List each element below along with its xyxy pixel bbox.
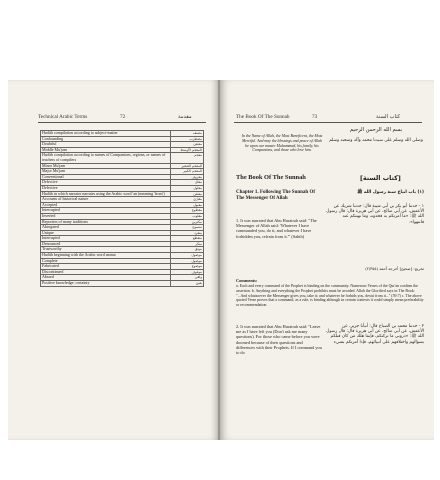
term-english: Positive knowledge; certainty — [41, 281, 171, 287]
term-english: Unique — [41, 230, 171, 236]
term-arabic: معنعن — [171, 142, 204, 148]
hadith-1-arabic: ١ - حدثنا أبو بكر بن أبي شيبة قال: حدثنا شريك عن الأعمش، عن أبي صالح، عن أبي هريرة قال: قال رسول الله ﷺ: «ما أمرتكم به فخذوه، وما نهيتكم عنه فانتهوا». — [326, 204, 424, 225]
term-arabic: معلل — [171, 180, 204, 186]
basmala-arabic: بسم الله الرحمن الرحيم — [349, 127, 403, 133]
term-english: Hadith in which narrator narrates using the Arabic word 'an (meaning 'from') — [41, 191, 171, 197]
term-english: Interrupted — [41, 208, 171, 214]
comments-text: a. Each and every command of the Prophet is binding on the community. Numerous Verses of the Qur'an confirm the assertion. b. Anything and everything the Prophet prohibits must be avoided. Allah the Glorified says in The Book: "...And whatsoever the Messenger gives you, take it; and whatever he forbids you, desist from it..." (59:7) c. The above quoted Verse proves that a command, as a rule, is binding although in certain contexts it could simply mean preferability or recommendation. — [236, 284, 424, 308]
term-arabic: موقوف — [171, 269, 204, 275]
term-arabic: مغازي — [171, 197, 204, 203]
term-english: Absurd — [41, 275, 171, 281]
term-arabic: منكر — [171, 241, 204, 247]
right-header-rule — [234, 122, 422, 123]
term-english: Defective — [41, 185, 171, 191]
term-english: Accepted — [41, 202, 171, 208]
right-page-number: 73 — [312, 114, 318, 120]
term-english: Discontinued — [41, 269, 171, 275]
term-arabic: مقبول — [171, 202, 204, 208]
term-row — [41, 153, 204, 163]
term-arabic: منقطع — [171, 236, 204, 242]
term-arabic: موضوع — [171, 264, 204, 270]
term-english: Denounced — [41, 241, 171, 247]
term-arabic: موصول — [171, 258, 204, 264]
term-english: Inverted — [41, 213, 171, 219]
term-english: Confounding — [41, 136, 171, 142]
term-arabic: معنعن — [171, 191, 204, 197]
chapter-title-arabic: (١) باب اتباع سنة رسول الله ﷺ — [357, 190, 424, 195]
term-english: Reporters of many traditions — [41, 219, 171, 225]
term-english: Hadith beginning with the Arabic word amma — [41, 253, 171, 259]
salawat-arabic: وصلى الله وسلم على سيدنا محمد وآله وصحبه وسلم — [329, 138, 423, 143]
term-arabic: مضطرب — [171, 136, 204, 142]
book-spread — [8, 80, 434, 440]
book-title-arabic: [كتاب السنة] — [360, 174, 401, 182]
term-arabic: معروف — [171, 174, 204, 180]
chapter-title: Chapter 1. Following The Sunnah Of The Messenger Of Allah — [236, 190, 316, 201]
invocation-english: In the Name of Allah, the Most Beneficent, the Most Merciful. And may the blessings and peace of Allah be upon our master Muhammad, his family, his Companions, and those who love him. — [241, 134, 323, 153]
hadith-2-english: 2. It was narrated that Abu Hurairah said: "Leave me as I have left you (Don't ask me many questions). For those who came before you were doomed because of their questions and differences with their Prophets. If I command you to do — [236, 324, 322, 356]
hadith-2-arabic: ٢ - حدثنا محمد بن الصباح قال: أنبأنا جرير، عن الأعمش، عن أبي صالح، عن أبي هريرة قال: قال رسول الله ﷺ: «ذروني ما تركتكم، فإنما هلك من كان قبلكم بسؤالهم واختلافهم على أنبيائهم، فإذا أمرتكم بشيء — [326, 324, 424, 345]
left-header-arabic: مقدمة — [178, 114, 192, 120]
term-english: Interrupted — [41, 236, 171, 242]
left-header-title: Technical Arabic Terms — [38, 114, 88, 120]
term-row — [41, 281, 204, 287]
term-arabic: واهي — [171, 275, 204, 281]
term-arabic: يقين — [171, 281, 204, 287]
term-arabic: منسوخ — [171, 225, 204, 231]
term-english: Conventional — [41, 174, 171, 180]
right-header-arabic: كتاب السنة — [376, 114, 401, 120]
hadith-1-takhrij: تخريج: [صحيح] أخرجه أحمد (٢/٣٥٥) — [365, 266, 424, 271]
terms-table — [40, 130, 204, 287]
term-english: Fabricated — [41, 264, 171, 270]
term-english: Accounts of historical nature — [41, 197, 171, 203]
comments-heading: Comments: — [236, 278, 258, 283]
term-arabic: المعجم الأوسط — [171, 147, 204, 153]
left-page-number: 72 — [120, 114, 126, 120]
left-header-rule — [38, 122, 206, 123]
term-english: Major Mu'jam — [41, 169, 171, 175]
term-arabic: منفرد — [171, 230, 204, 236]
term-english: Middle Mu'jam — [41, 147, 171, 153]
book-title-english: The Book Of The Sunnah — [236, 174, 306, 181]
term-arabic: معجم — [171, 153, 204, 163]
term-english: Hadith compilation according to subject-matter — [41, 131, 171, 137]
term-english: Defective — [41, 180, 171, 186]
right-header-title: The Book Of The Sunnah — [236, 114, 290, 120]
term-arabic: مقلوب — [171, 213, 204, 219]
term-english: Trustworthy — [41, 247, 171, 253]
term-arabic: موصول — [171, 253, 204, 259]
term-arabic: معلول — [171, 185, 204, 191]
term-arabic: موثق — [171, 247, 204, 253]
term-arabic: مكثرين — [171, 219, 204, 225]
term-arabic: المعجم الصغير — [171, 163, 204, 169]
term-arabic: مصنف — [171, 131, 204, 137]
term-arabic: المعجم الكبير — [171, 169, 204, 175]
right-page — [220, 80, 434, 440]
term-english: Minor Mu'jam — [41, 163, 171, 169]
term-english: Doubtful — [41, 142, 171, 148]
term-english: Abrogated — [41, 225, 171, 231]
term-arabic: مقطوع — [171, 208, 204, 214]
left-page — [8, 80, 219, 440]
term-english: Hadith compilation according to names of Companions, regions, or names of teachers of compilers — [41, 153, 171, 163]
hadith-1-english: 1. It was narrated that Abu Hurairah said: "The Messenger of Allah said: 'Whatever I have commanded you, do it, and whatever I have forbidden you, refrain from it.'" (Sahih) — [236, 218, 317, 239]
term-english: Complete — [41, 258, 171, 264]
